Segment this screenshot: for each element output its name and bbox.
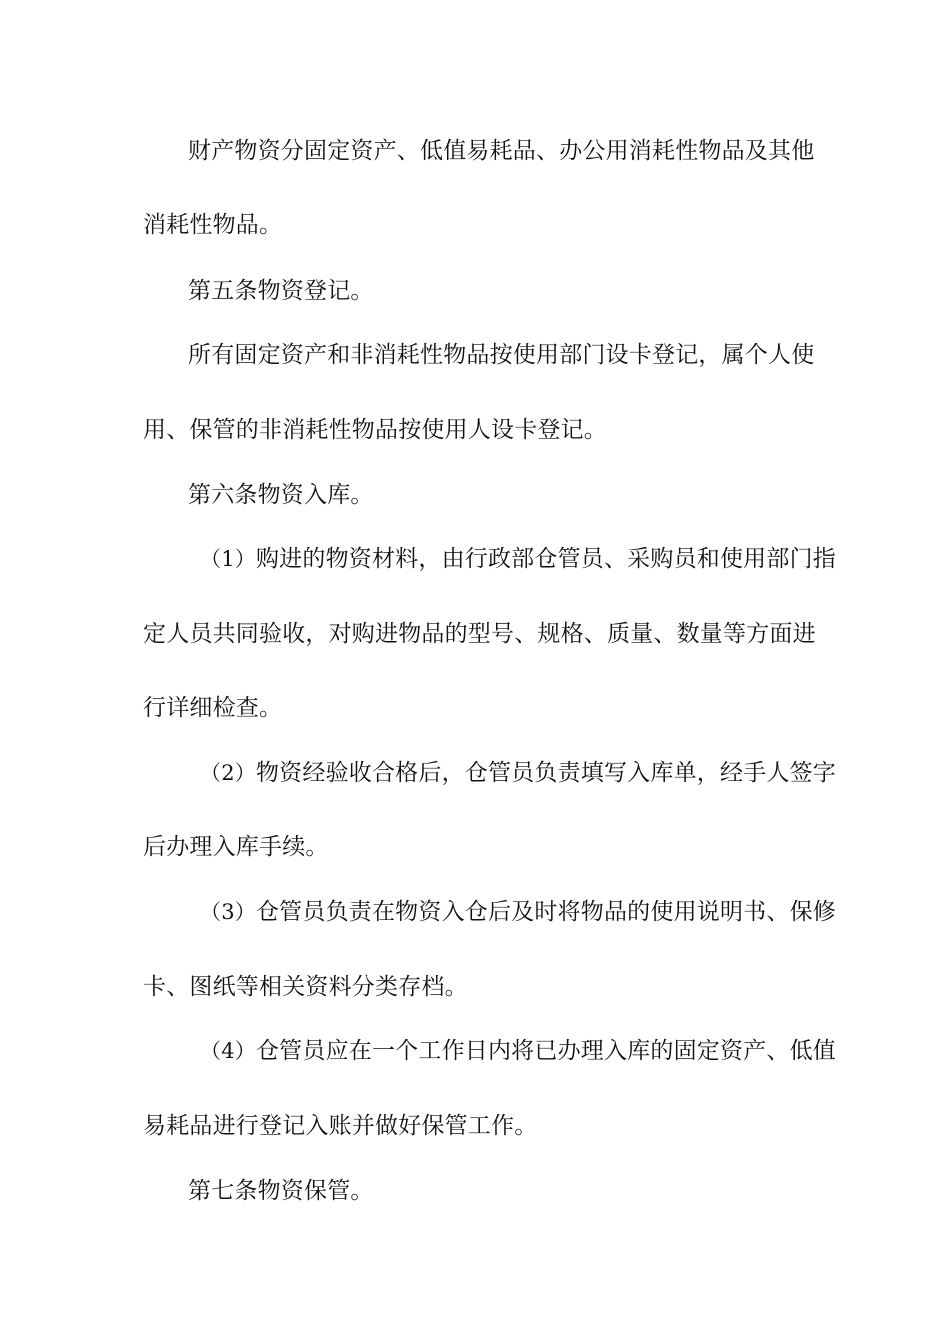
paragraph-2-line-1: 所有固定资产和非消耗性物品按使用部门设卡登记，属个人使 bbox=[188, 342, 815, 368]
article-5-heading: 第五条物资登记。 bbox=[188, 278, 374, 304]
item-1-line-3: 行详细检查。 bbox=[143, 695, 283, 721]
paragraph-2-line-2: 用、保管的非消耗性物品按使用人设卡登记。 bbox=[143, 417, 607, 443]
item-3-marker: （3） bbox=[200, 900, 256, 924]
item-1-text: 购进的物资材料，由行政部仓管员、采购员和使用部门指 bbox=[255, 546, 836, 572]
item-2-line-2: 后办理入库手续。 bbox=[143, 834, 329, 860]
item-1-marker: （1） bbox=[200, 547, 256, 571]
item-2-text: 物资经验收合格后，仓管员负责填写入库单，经手人签字 bbox=[255, 760, 836, 786]
item-4-line-2: 易耗品进行登记入账并做好保管工作。 bbox=[143, 1113, 538, 1139]
item-2-marker: （2） bbox=[200, 761, 256, 785]
item-3-line-1 bbox=[200, 897, 880, 927]
article-7-heading: 第七条物资保管。 bbox=[188, 1178, 374, 1204]
item-4-text: 仓管员应在一个工作日内将已办理入库的固定资产、低值 bbox=[255, 1038, 836, 1064]
article-6-heading: 第六条物资入库。 bbox=[188, 482, 374, 508]
paragraph-1-line-1: 财产物资分固定资产、低值易耗品、办公用消耗性物品及其他 bbox=[188, 138, 815, 164]
item-3-text: 仓管员负责在物资入仓后及时将物品的使用说明书、保修 bbox=[255, 899, 836, 925]
item-3-line-2: 卡、图纸等相关资料分类存档。 bbox=[143, 974, 468, 1000]
item-4-marker: （4） bbox=[200, 1039, 256, 1063]
item-1-line-1 bbox=[200, 544, 880, 574]
item-2-line-1 bbox=[200, 758, 880, 788]
paragraph-1-line-2: 消耗性物品。 bbox=[143, 212, 283, 238]
item-4-line-1 bbox=[200, 1036, 880, 1066]
item-1-line-2: 定人员共同验收，对购进物品的型号、规格、质量、数量等方面进 bbox=[143, 621, 816, 647]
